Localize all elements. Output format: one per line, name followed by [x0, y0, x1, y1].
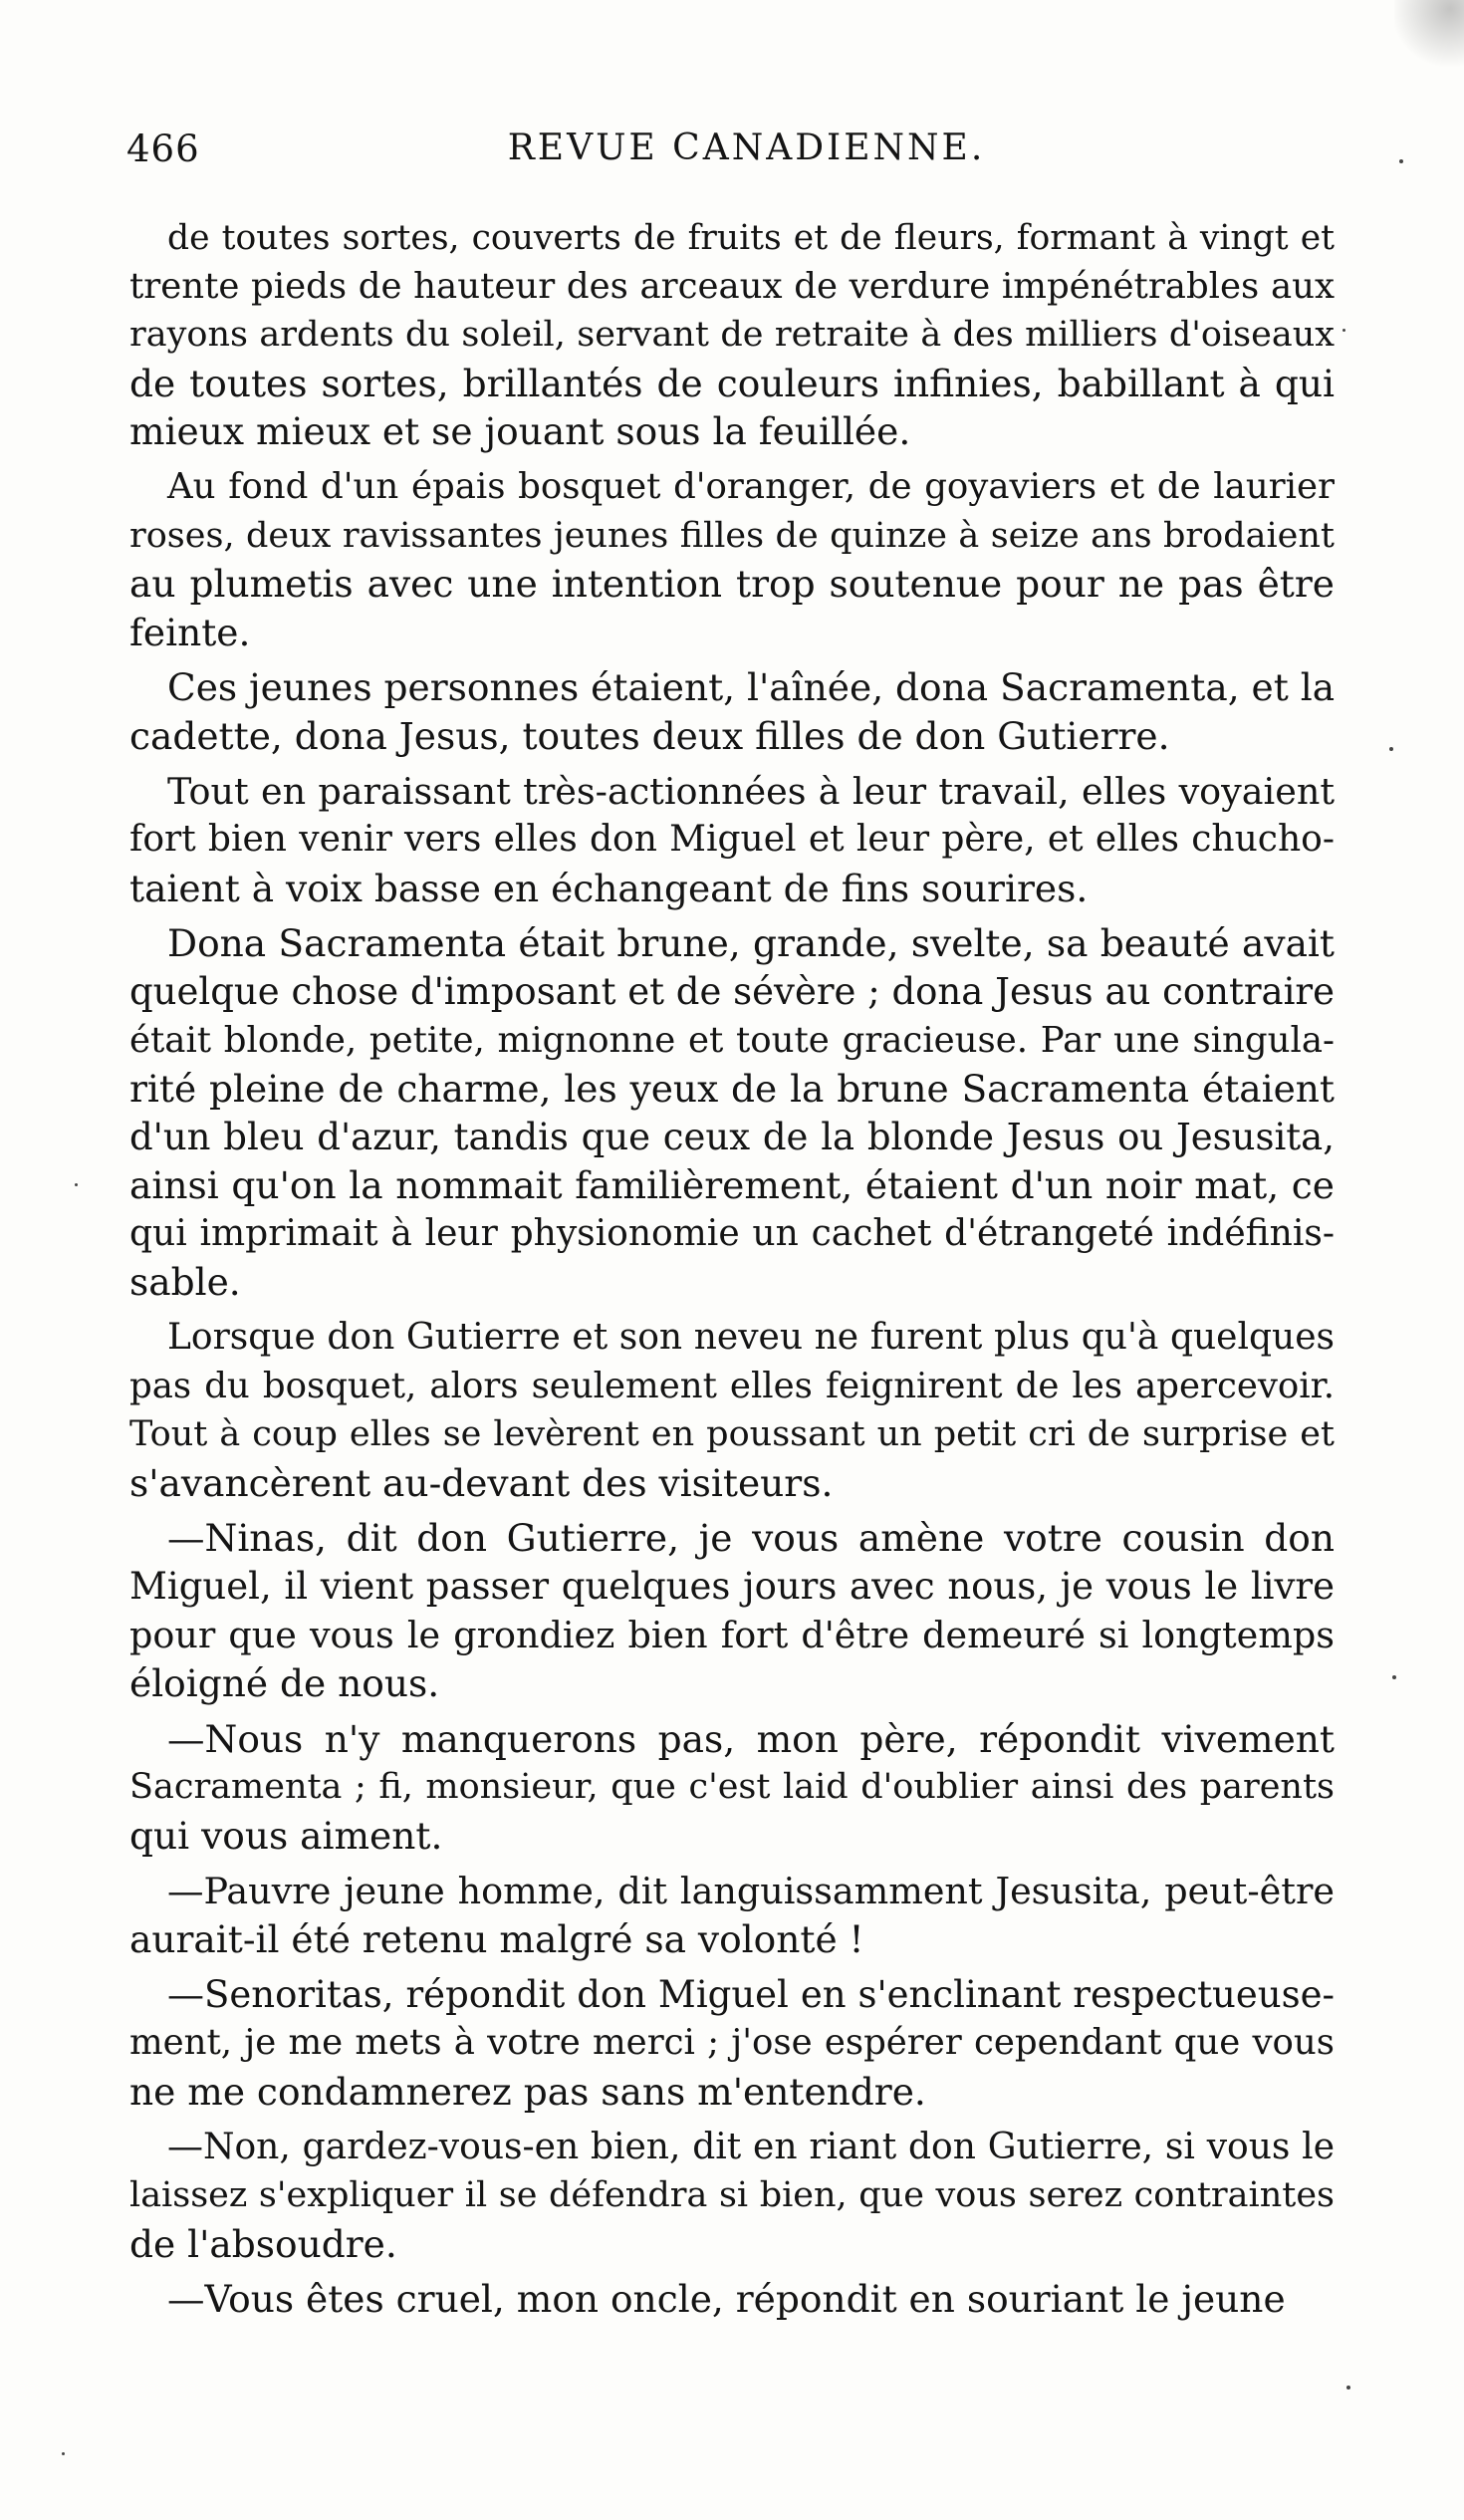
text-line: qui vous aiment. [129, 1814, 443, 1858]
paragraph [129, 463, 1335, 656]
text-line: rayons ardents du soleil, servant de retraite à des milliers d'oiseaux [129, 315, 1335, 356]
text-line: Lorsque don Gutierre et son neveu ne furent plus qu'à quelques [167, 1317, 1335, 1359]
text-line: —Ninas, dit don Gutierre, je vous amène votre cousin don [167, 1516, 1335, 1561]
paragraph [129, 1971, 1335, 2117]
text-line: —Nous n'y manquerons pas, mon père, répondit vivement [167, 1716, 1335, 1761]
scan-edge-noise [1394, 0, 1464, 90]
text-line: —Vous êtes cruel, mon oncle, répondit en souriant le jeune [167, 2277, 1286, 2322]
scan-speck [75, 1183, 78, 1186]
text-line: ment, je me mets à votre merci ; j'ose espérer cependant que vous [129, 2022, 1335, 2064]
paragraph [129, 214, 1335, 456]
paragraph [129, 768, 1335, 913]
text-line: cadette, dona Jesus, toutes deux filles de don Gutierre. [129, 713, 1170, 758]
text-line: éloigné de nous. [129, 1661, 440, 1706]
text-line: rité pleine de charme, les yeux de la brune Sacramenta étaient [129, 1067, 1335, 1112]
text-line: trente pieds de hauteur des arceaux de verdure impénétrables aux [129, 265, 1335, 307]
paragraph [129, 919, 1335, 1307]
text-line: ne me condamnerez pas sans m'entendre. [129, 2069, 926, 2114]
text-line: feinte. [129, 610, 251, 654]
text-line: Dona Sacramenta était brune, grande, svelte, sa beauté avait [167, 921, 1335, 966]
scan-speck [1342, 329, 1345, 332]
paragraph [129, 1715, 1335, 1861]
text-line: taient à voix basse en échangeant de fins sourires. [129, 866, 1089, 910]
text-line: qui imprimait à leur physionomie un cachet d'étrangeté indéfinis- [129, 1212, 1335, 1254]
text-line: de l'absoudre. [129, 2221, 397, 2266]
running-title: REVUE CANADIENNE. [507, 127, 986, 168]
text-line: pas du bosquet, alors seulement elles feignirent de les apercevoir. [129, 1365, 1335, 1406]
text-line: Tout à coup elles se levèrent en poussant un petit cri de surprise et [129, 1414, 1335, 1455]
text-line: quelque chose d'imposant et de sévère ; dona Jesus au contraire [129, 969, 1335, 1013]
text-line: était blonde, petite, mignonne et toute gracieuse. Par une singula- [129, 1019, 1335, 1061]
text-line: sable. [129, 1260, 241, 1305]
page-number: 466 [126, 127, 200, 170]
text-line: —Pauvre jeune homme, dit languissamment Jesusita, peut-être [167, 1869, 1335, 1912]
text-line: fort bien venir vers elles don Miguel et leur père, et elles chucho- [129, 819, 1335, 861]
text-line: Ces jeunes personnes étaient, l'aînée, dona Sacramenta, et la [167, 665, 1336, 710]
text-line: aurait-il été retenu malgré sa volonté ! [129, 1917, 864, 1962]
body-text [129, 214, 1335, 2331]
scan-speck [1389, 747, 1393, 751]
text-line: Miguel, il vient passer quelques jours avec nous, je vous le livre [129, 1565, 1335, 1609]
page-header [126, 127, 1337, 187]
text-line: de toutes sortes, brillantés de couleurs infinies, babillant à qui [129, 361, 1335, 405]
paragraph [129, 2124, 1335, 2269]
text-line: —Senoritas, répondit don Miguel en s'enclinant respectueuse- [167, 1972, 1335, 2016]
text-line: roses, deux ravissantes jeunes filles de quinze à seize ans brodaient [129, 515, 1335, 556]
paragraph [129, 1868, 1335, 1964]
scan-speck [1346, 2386, 1350, 2390]
paragraph [129, 663, 1335, 760]
text-line: mieux mieux et se jouant sous la feuillée. [129, 409, 911, 454]
text-line: ainsi qu'on la nommait familièrement, étaient d'un noir mat, ce [129, 1163, 1335, 1208]
paragraph [129, 1514, 1335, 1707]
text-line: de toutes sortes, couverts de fruits et de fleurs, formant à vingt et [167, 218, 1335, 258]
text-line: au plumetis avec une intention trop soutenue pour ne pas être [129, 562, 1335, 607]
text-line: laissez s'expliquer il se défendra si bien, que vous serez contraintes [129, 2175, 1335, 2216]
paragraph [129, 1314, 1335, 1507]
scan-speck [1392, 1675, 1396, 1679]
text-line: Sacramenta ; fi, monsieur, que c'est laid d'oublier ainsi des parents [129, 1767, 1335, 1808]
text-line: s'avancèrent au-devant des visiteurs. [129, 1460, 834, 1505]
paragraph [129, 2275, 1335, 2324]
text-line: d'un bleu d'azur, tandis que ceux de la blonde Jesus ou Jesusita, [129, 1115, 1335, 1158]
text-line: Tout en paraissant très-actionnées à leur travail, elles voyaient [167, 769, 1335, 813]
text-line: pour que vous le grondiez bien fort d'être demeuré si longtemps [129, 1613, 1335, 1656]
text-line: —Non, gardez-vous-en bien, dit en riant don Gutierre, si vous le [167, 2126, 1335, 2167]
scan-speck [1399, 159, 1403, 163]
scan-speck [62, 2452, 65, 2455]
text-line: Au fond d'un épais bosquet d'oranger, de goyaviers et de laurier [167, 465, 1335, 507]
